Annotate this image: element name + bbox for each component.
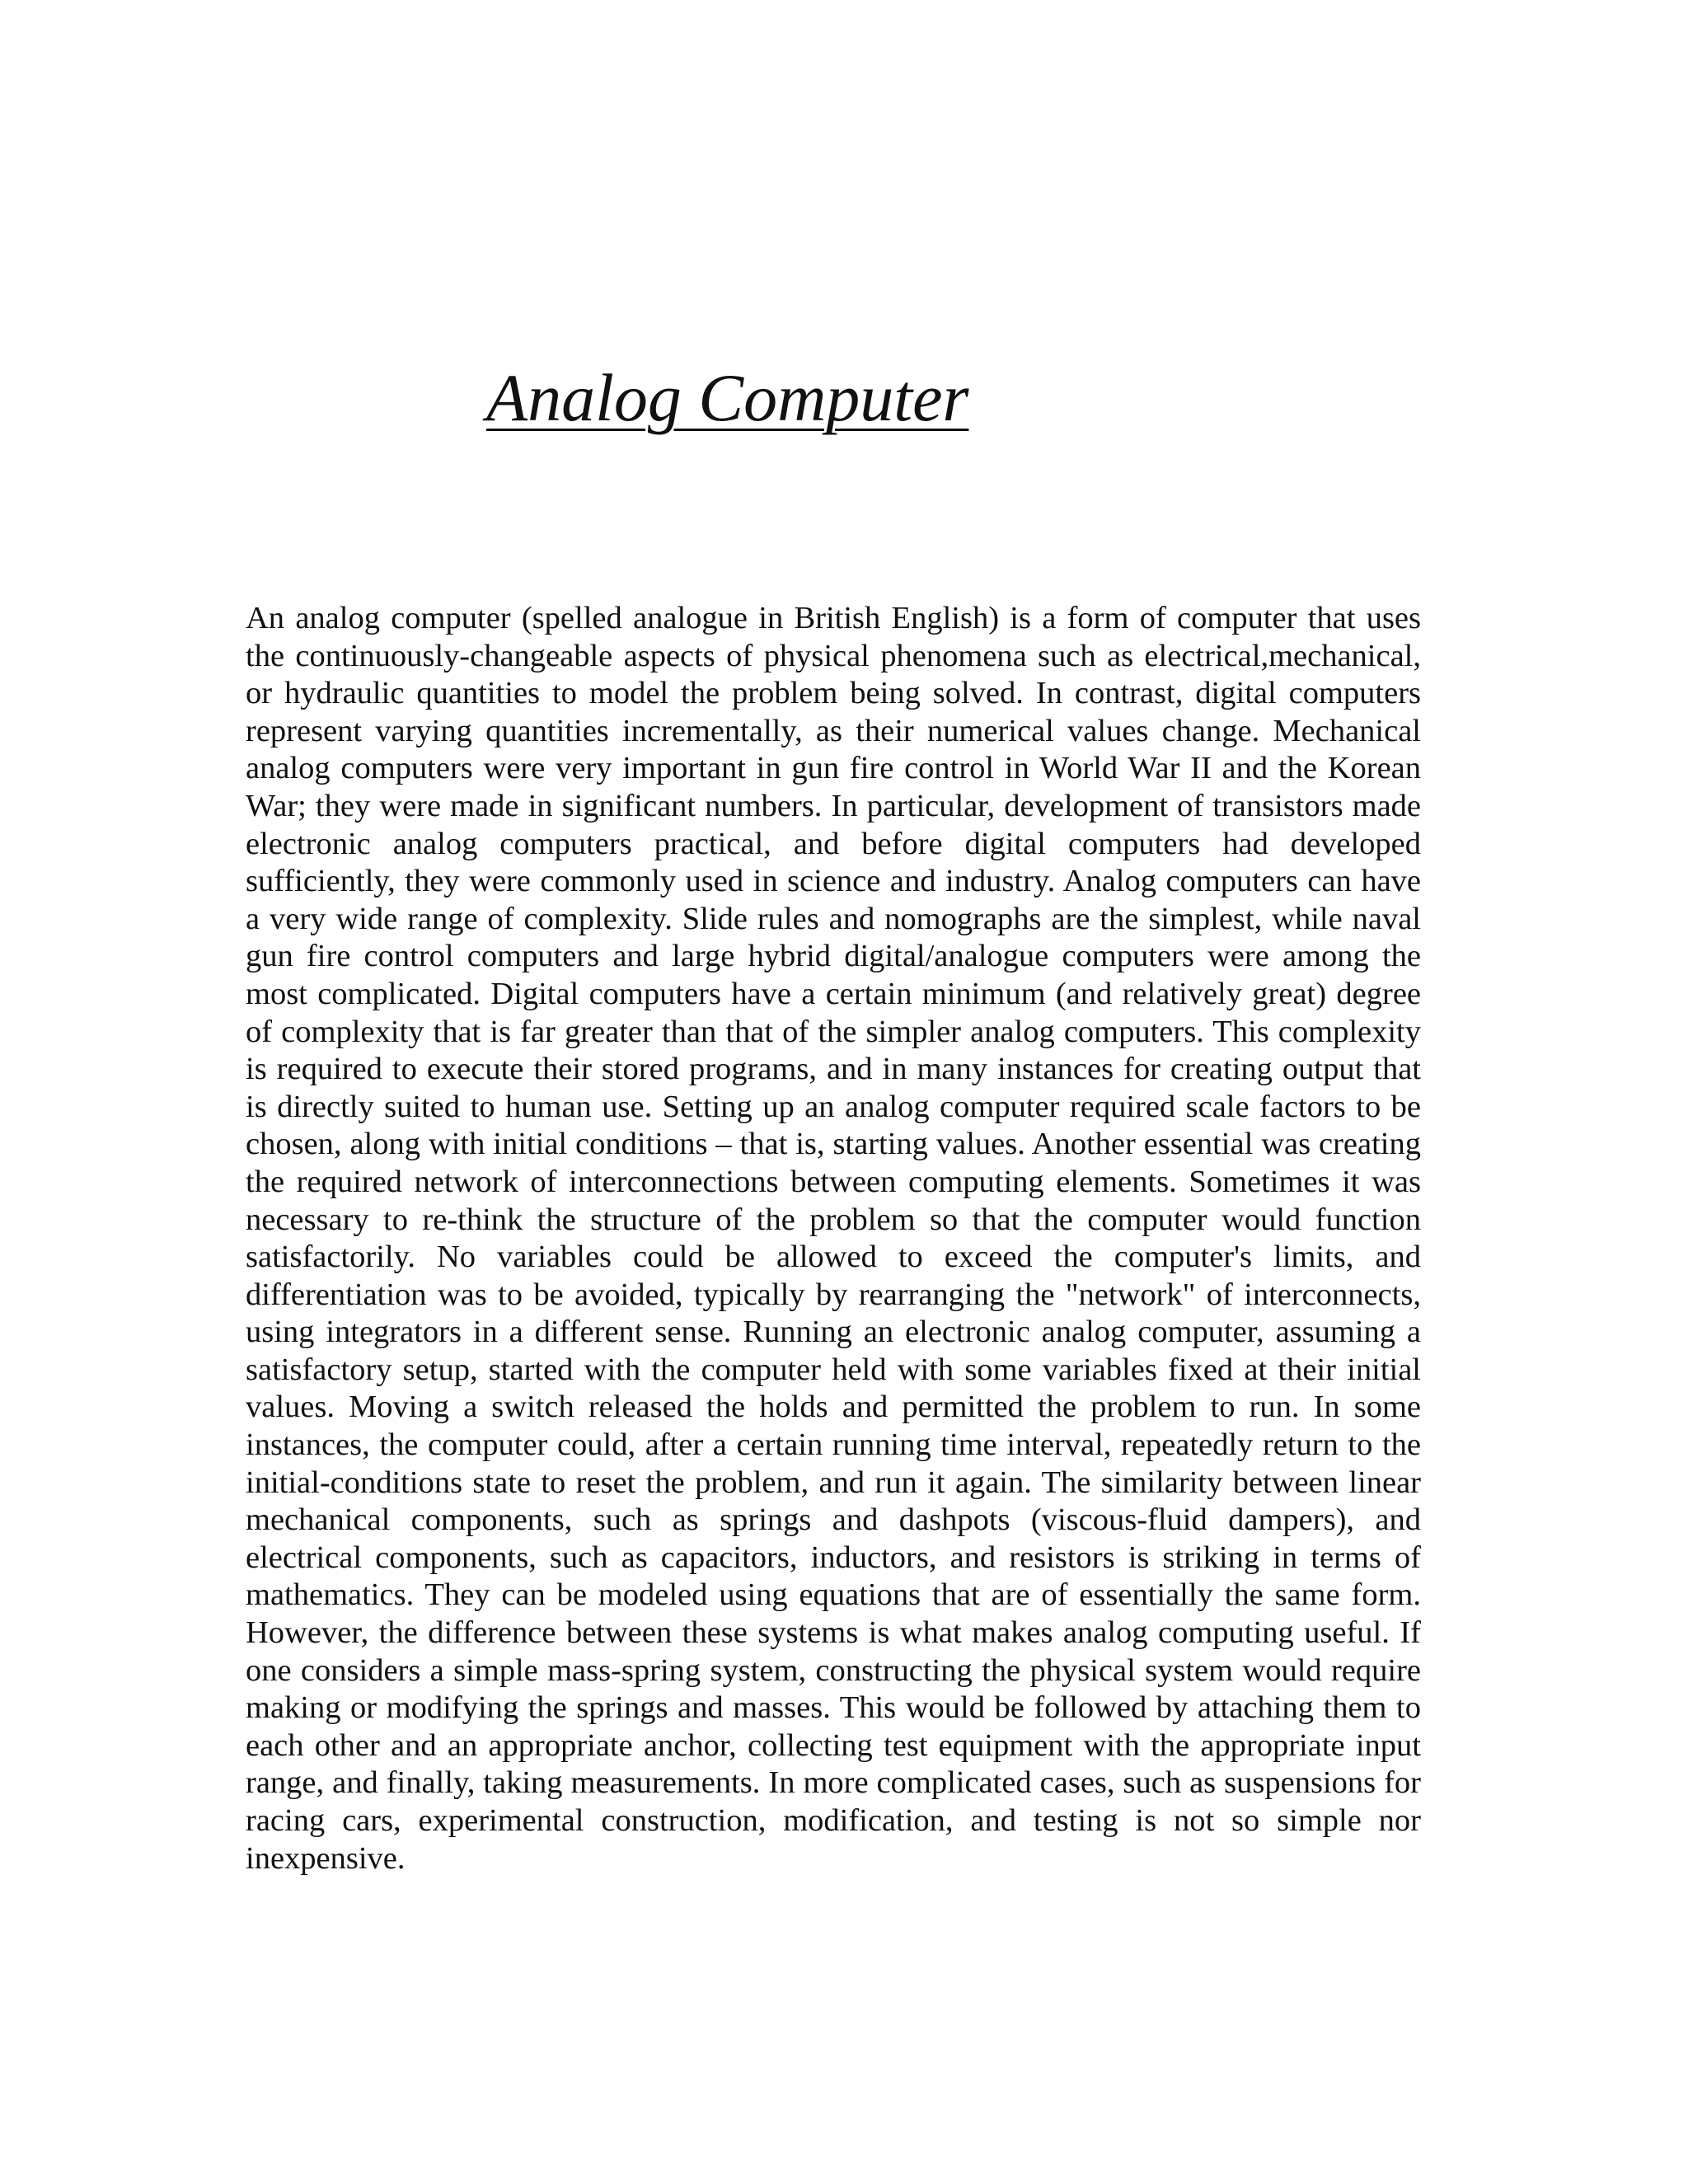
document-title: Analog Computer [486,360,969,435]
body-paragraph: An analog computer (spelled analogue in British English) is a form of computer that uses the continuously-changeable aspects of physical phenomena such as electrical,mechanical, or hydraulic quantities to model the problem being solved. In contrast, digital computers represent varying quantities incrementally, as their numerical values change. Mechanical analog computers were very important in gun fire control in World War II and the Korean War; they were made in significant numbers. In particular, development of transistors made electronic analog computers practical, and before digital computers had developed sufficiently, they were commonly used in science and industry. Analog computers can have a very wide range of complexity. Slide rules and nomographs are the simplest, while naval gun fire control computers and large hybrid digital/analogue computers were among the most complicated. Digital computers have a certain minimum (and relatively great) degree of complexity that is far greater than that of the simpler analog computers. This complexity is required to execute their stored programs, and in many instances for creating output that is directly suited to human use. Setting up an analog computer required scale factors to be chosen, along with initial conditions – that is, starting values. Another essential was creating the required network of interconnections between computing elements. Sometimes it was necessary to re-think the structure of the problem so that the computer would function satisfactorily. No variables could be allowed to exceed the computer's limits, and differentiation was to be avoided, typically by rearranging the "network" of interconnects, using integrators in a different sense. Running an electronic analog computer, assuming a satisfactory setup, started with the computer held with some variables fixed at their initial values. Moving a switch released the holds and permitted the problem to run. In some instances, the computer could, after a certain running time interval, repeatedly return to the initial-conditions state to reset the problem, and run it again. The similarity between linear mechanical components, such as springs and dashpots (viscous-fluid dampers), and electrical components, such as capacitors, inductors, and resistors is striking in terms of mathematics. They can be modeled using equations that are of essentially the same form. However, the difference between these systems is what makes analog computing useful. If one considers a simple mass-spring system, constructing the physical system would require making or modifying the springs and masses. This would be followed by attaching them to each other and an appropriate anchor, collecting test equipment with the appropriate input range, and finally, taking measurements. In more complicated cases, such as suspensions for racing cars, experimental construction, modification, and testing is not so simple nor inexpensive. [246,601,1421,1876]
